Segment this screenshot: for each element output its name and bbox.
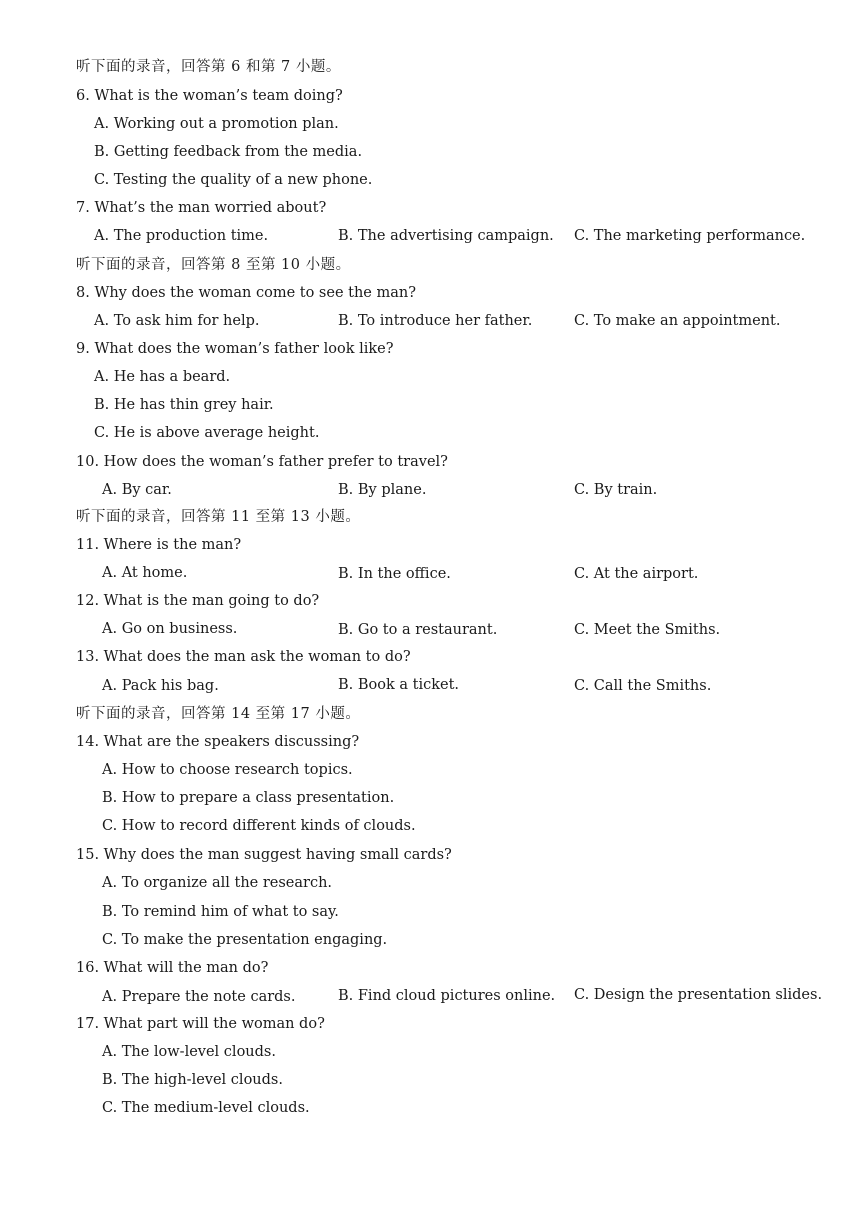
question-17-option-b[interactable]: B. The high-level clouds. <box>102 1072 283 1088</box>
question-14-option-b[interactable]: B. How to prepare a class presentation. <box>102 790 395 806</box>
question-9-option-c[interactable]: C. He is above average height. <box>94 425 320 441</box>
question-11-option-c[interactable]: C. At the airport. <box>574 566 699 582</box>
question-8-option-a[interactable]: A. To ask him for help. <box>94 313 260 329</box>
question-7: 7. What’s the man worried about? <box>76 200 327 216</box>
question-17-option-a[interactable]: A. The low-level clouds. <box>102 1044 276 1060</box>
question-16-option-c[interactable]: C. Design the presentation slides. <box>574 987 823 1003</box>
question-7-option-a[interactable]: A. The production time. <box>94 228 269 244</box>
section-instruction: 听下面的录音，回答第 6 和第 7 小题。 <box>76 59 341 75</box>
question-6: 6. What is the woman’s team doing? <box>76 88 343 104</box>
question-12-option-c[interactable]: C. Meet the Smiths. <box>574 622 721 638</box>
question-11-option-a[interactable]: A. At home. <box>102 565 188 581</box>
question-12-option-b[interactable]: B. Go to a restaurant. <box>338 622 498 638</box>
question-17: 17. What part will the woman do? <box>76 1016 325 1032</box>
section-instruction: 听下面的录音，回答第 8 至第 10 小题。 <box>76 257 351 273</box>
question-11: 11. Where is the man? <box>76 537 242 553</box>
question-14: 14. What are the speakers discussing? <box>76 734 360 750</box>
question-8: 8. Why does the woman come to see the man? <box>76 285 416 301</box>
question-9-option-a[interactable]: A. He has a beard. <box>94 369 231 385</box>
question-16-option-b[interactable]: B. Find cloud pictures online. <box>338 988 556 1004</box>
question-13-option-c[interactable]: C. Call the Smiths. <box>574 678 712 694</box>
section-instruction: 听下面的录音，回答第 11 至第 13 小题。 <box>76 509 361 525</box>
question-15-option-c[interactable]: C. To make the presentation engaging. <box>102 932 388 948</box>
question-9: 9. What does the woman’s father look like? <box>76 341 394 357</box>
question-8-option-b[interactable]: B. To introduce her father. <box>338 313 533 329</box>
question-16-option-a[interactable]: A. Prepare the note cards. <box>102 989 296 1005</box>
question-6-option-b[interactable]: B. Getting feedback from the media. <box>94 144 363 160</box>
question-12-option-a[interactable]: A. Go on business. <box>102 621 238 637</box>
question-7-option-c[interactable]: C. The marketing performance. <box>574 228 806 244</box>
question-13-option-a[interactable]: A. Pack his bag. <box>102 678 219 694</box>
question-6-option-a[interactable]: A. Working out a promotion plan. <box>94 116 339 132</box>
question-12: 12. What is the man going to do? <box>76 593 320 609</box>
question-14-option-c[interactable]: C. How to record different kinds of clouds. <box>102 818 416 834</box>
section-instruction: 听下面的录音，回答第 14 至第 17 小题。 <box>76 706 361 722</box>
question-17-option-c[interactable]: C. The medium-level clouds. <box>102 1100 310 1116</box>
question-10-option-b[interactable]: B. By plane. <box>338 482 427 498</box>
question-15-option-a[interactable]: A. To organize all the research. <box>102 875 333 891</box>
question-10-option-a[interactable]: A. By car. <box>102 482 172 498</box>
question-7-option-b[interactable]: B. The advertising campaign. <box>338 228 554 244</box>
question-11-option-b[interactable]: B. In the office. <box>338 566 451 582</box>
question-14-option-a[interactable]: A. How to choose research topics. <box>102 762 353 778</box>
question-10: 10. How does the woman’s father prefer to travel? <box>76 454 448 470</box>
question-13: 13. What does the man ask the woman to do? <box>76 649 411 665</box>
question-9-option-b[interactable]: B. He has thin grey hair. <box>94 397 274 413</box>
question-16: 16. What will the man do? <box>76 960 269 976</box>
question-10-option-c[interactable]: C. By train. <box>574 482 658 498</box>
question-13-option-b[interactable]: B. Book a ticket. <box>338 677 460 693</box>
question-6-option-c[interactable]: C. Testing the quality of a new phone. <box>94 172 373 188</box>
question-15-option-b[interactable]: B. To remind him of what to say. <box>102 904 339 920</box>
question-8-option-c[interactable]: C. To make an appointment. <box>574 313 781 329</box>
question-15: 15. Why does the man suggest having small cards? <box>76 847 452 863</box>
